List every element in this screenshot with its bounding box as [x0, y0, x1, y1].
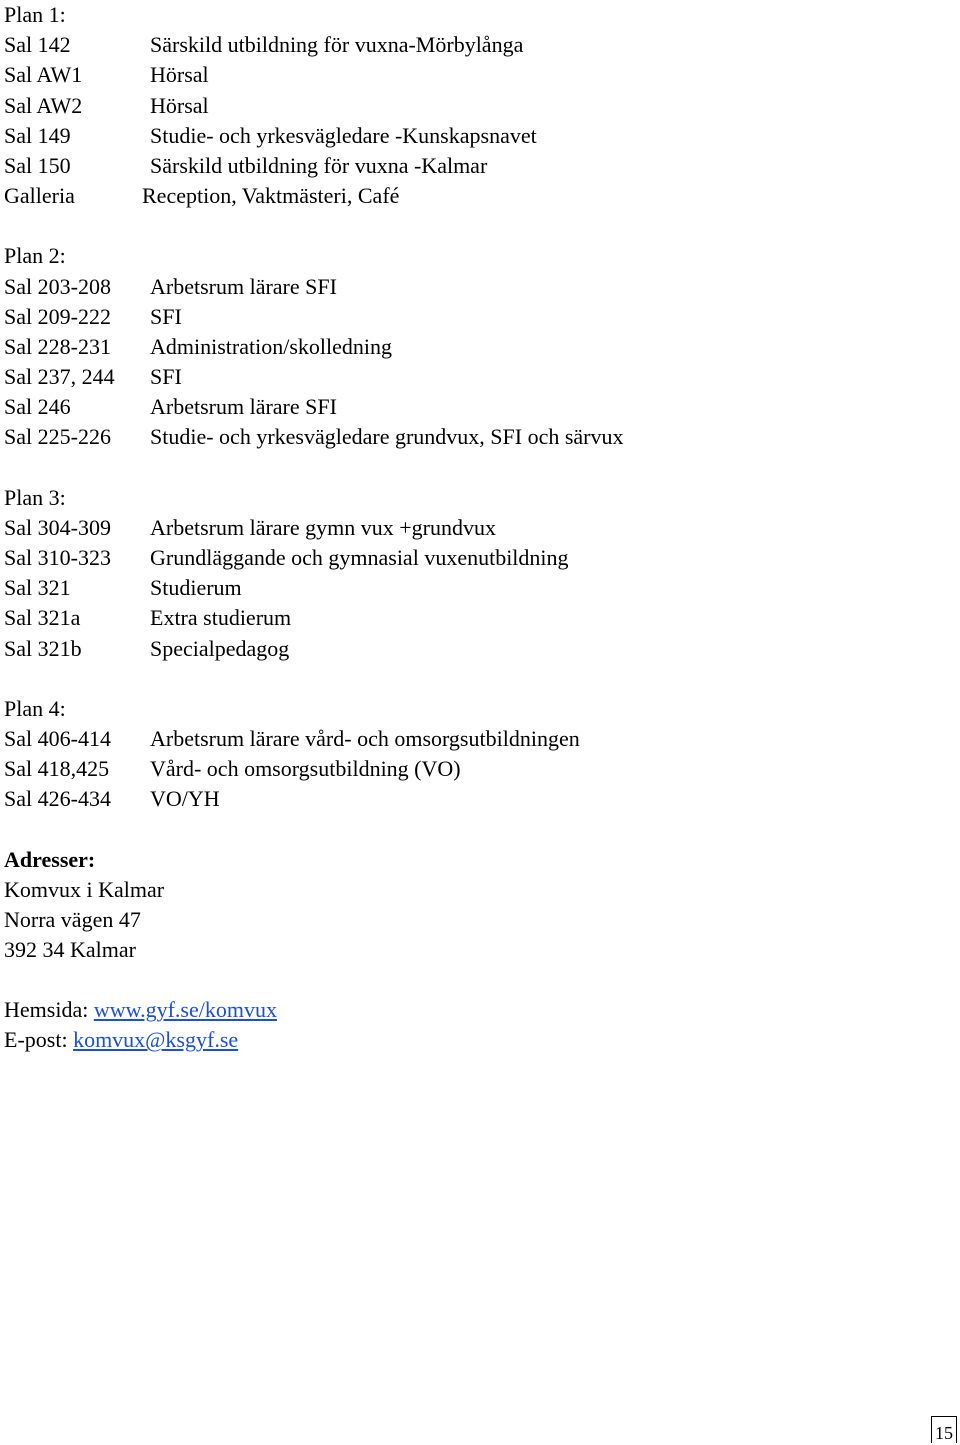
address-line: Norra vägen 47: [4, 906, 141, 932]
room-description: Specialpedagog: [150, 635, 290, 661]
address-line: 392 34 Kalmar: [4, 937, 136, 963]
room-number: Sal 228-231: [4, 333, 111, 359]
room-description: Arbetsrum lärare vård- och omsorgsutbildningen: [150, 725, 580, 751]
plan-2-section: [4, 241, 954, 452]
room-description: Särskild utbildning för vuxna -Kalmar: [150, 152, 488, 178]
room-number: Sal 246: [4, 394, 71, 420]
room-description: Administration/skolledning: [150, 333, 392, 359]
room-row: [4, 634, 954, 664]
room-number: Sal 321b: [4, 635, 82, 661]
page-number: 15: [931, 1416, 957, 1443]
plan-4-section: [4, 694, 954, 815]
plan-3-section: [4, 483, 954, 664]
room-number: Sal 321: [4, 575, 71, 601]
room-row: [4, 121, 954, 151]
room-description: Studie- och yrkesvägledare -Kunskapsnavet: [150, 122, 537, 148]
room-number: Sal 203-208: [4, 273, 111, 299]
room-number: Sal 310-323: [4, 545, 111, 570]
document: [4, 0, 954, 1056]
plan-1-section: [4, 0, 954, 211]
room-description: Arbetsrum lärare SFI: [150, 394, 337, 420]
room-description: VO/YH: [150, 786, 220, 812]
address-heading: Adresser:: [4, 846, 96, 872]
room-row: [4, 181, 954, 211]
room-description: Studierum: [150, 575, 242, 601]
email-label: E-post:: [4, 1027, 74, 1053]
room-number: Sal 209-222: [4, 303, 111, 329]
email-link[interactable]: komvux@ksgyf.se: [73, 1027, 239, 1053]
website-link[interactable]: www.gyf.se/komvux: [93, 997, 277, 1023]
room-description: SFI: [150, 303, 182, 329]
room-number: Sal 321a: [4, 605, 81, 631]
room-description: Hörsal: [150, 62, 209, 88]
room-number: Sal 237, 244: [4, 364, 115, 390]
room-number: Sal 304-309: [4, 514, 111, 540]
room-row: [4, 392, 954, 422]
plan-heading: Plan 2:: [4, 243, 66, 269]
plan-heading: Plan 3:: [4, 484, 66, 510]
room-row: [4, 724, 954, 754]
room-row: [4, 302, 954, 332]
room-number: Sal 150: [4, 152, 71, 178]
room-description: Grundläggande och gymnasial vuxenutbildning: [150, 545, 569, 570]
website-label: Hemsida:: [4, 997, 94, 1023]
room-row: [4, 332, 954, 362]
room-description: SFI: [150, 364, 182, 390]
room-row: [4, 603, 954, 633]
contact-section: [4, 995, 954, 1055]
room-number: Sal 418,425: [4, 756, 110, 782]
room-number: Sal 225-226: [4, 424, 111, 450]
room-row: [4, 754, 954, 784]
room-row: [4, 362, 954, 392]
plan-heading: Plan 1:: [4, 2, 66, 27]
room-row: [4, 30, 954, 60]
room-number: Sal 149: [4, 122, 71, 148]
room-row: [4, 422, 954, 452]
room-number: Sal AW2: [4, 92, 83, 118]
room-number: Sal 142: [4, 32, 71, 58]
room-row: [4, 573, 954, 603]
plan-heading: Plan 4:: [4, 695, 66, 721]
room-row: [4, 272, 954, 302]
room-description: Hörsal: [150, 92, 209, 118]
address-section: [4, 845, 954, 966]
room-number: Galleria: [4, 183, 75, 209]
address-line: Komvux i Kalmar: [4, 876, 165, 902]
room-description: Studie- och yrkesvägledare grundvux, SFI och särvux: [150, 424, 624, 450]
room-row: [4, 91, 954, 121]
room-number: Sal 426-434: [4, 786, 111, 812]
room-number: Sal 406-414: [4, 725, 111, 751]
room-description: Reception, Vaktmästeri, Café: [142, 183, 400, 209]
room-row: [4, 151, 954, 181]
email-line: [4, 1025, 954, 1055]
room-row: [4, 784, 954, 814]
room-description: Arbetsrum lärare SFI: [150, 273, 337, 299]
room-number: Sal AW1: [4, 62, 83, 88]
room-row: [4, 60, 954, 90]
room-description: Särskild utbildning för vuxna-Mörbylånga: [150, 32, 524, 58]
room-description: Vård- och omsorgsutbildning (VO): [150, 756, 461, 782]
room-row: [4, 543, 954, 573]
room-row: [4, 513, 954, 543]
room-description: Extra studierum: [150, 605, 292, 631]
website-line: [4, 995, 954, 1025]
room-description: Arbetsrum lärare gymn vux +grundvux: [150, 514, 496, 540]
